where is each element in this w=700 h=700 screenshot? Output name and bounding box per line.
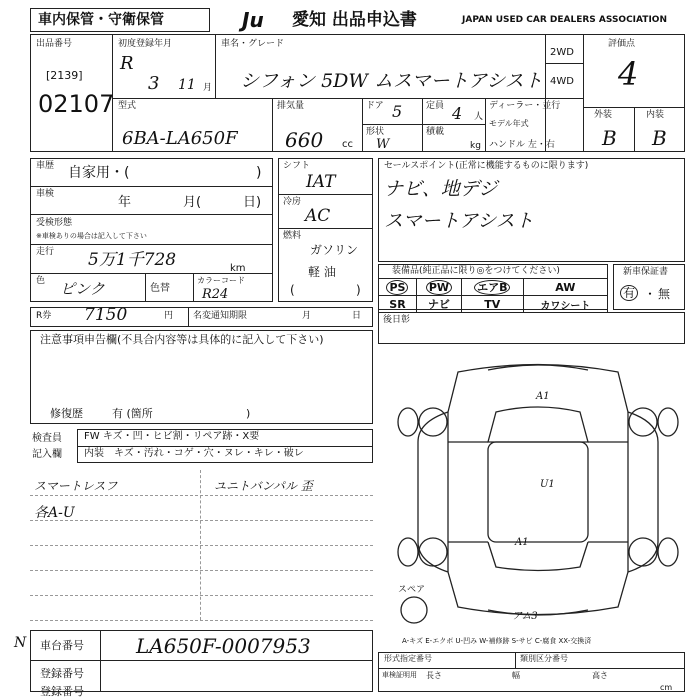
mileage-label: 走行 (36, 247, 55, 257)
inspector-row2-label: 内装 (84, 448, 104, 459)
inspection-year: 年 (118, 195, 132, 210)
diagram-bottom-label: アム3 (512, 611, 538, 622)
seats-label: 定員 (426, 101, 445, 111)
diagram-mark-2: A1 (515, 537, 529, 548)
registration-number-label: 登録番号 (40, 667, 84, 680)
history-label: 車歴 (36, 161, 55, 171)
inspector-note-2: ユニトバンパル 歪 (214, 479, 313, 493)
model-grade-value: シフォン 5DW ムスマートアシスト (240, 70, 543, 92)
inspector-label-2: 記入欄 (32, 449, 62, 460)
equip-kawa-seat: カワシート (523, 296, 607, 313)
chassis-side-mark: N (14, 635, 27, 651)
ju-logo: Ju (242, 8, 264, 32)
inspector-note-3: 各A-U (34, 505, 75, 521)
mileage-value: 5万1千728 (88, 250, 177, 270)
registration-label: 初度登録年月 (118, 39, 173, 49)
load-unit: kg (470, 141, 481, 151)
length-label: 長さ (426, 671, 442, 680)
lot-label: 出品番号 (36, 39, 73, 49)
lower-label: 登録番号 (40, 685, 84, 698)
load-label: 積載 (426, 127, 445, 137)
fuel-paren-close: ) (356, 283, 361, 297)
displacement-unit: cc (342, 139, 353, 150)
interior-label: 内装 (646, 110, 665, 120)
name-change-month: 月 (302, 311, 312, 321)
inspector-label-1: 検査員 (32, 433, 62, 444)
fuel-paren-open: ( (290, 283, 295, 297)
equip-navi: ナビ (416, 296, 461, 313)
repair-value: 有 (箇所 (112, 407, 153, 420)
storage-label: 車内保管・守衛保管 (38, 12, 164, 28)
recycle-unit: 円 (164, 311, 174, 321)
registration-month: 11 (178, 77, 196, 93)
history-value: 自家用・( (68, 165, 130, 181)
shift-value: IAT (306, 172, 336, 192)
doors-label: ドア (366, 101, 384, 111)
color-label: 色 (36, 276, 46, 286)
color-change-label: 色替 (150, 283, 170, 294)
selling-points-line1: ナビ、地デジ (384, 178, 498, 200)
color-code-value: R24 (202, 287, 229, 302)
rating-value: 4 (618, 55, 639, 93)
rating-label: 評価点 (608, 39, 636, 49)
cooling-label: 冷房 (283, 197, 302, 207)
repair-label: 修復歴 (50, 407, 83, 420)
warranty-label: 新車保証書 (623, 267, 669, 277)
inspection-day: 日) (243, 195, 262, 210)
fuel-value: ガソリン (310, 243, 359, 257)
fuel-label: 燃料 (283, 231, 302, 241)
diagram-mark-1: A1 (536, 391, 550, 402)
repair-close: ) (246, 407, 251, 420)
drive-2wd: 2WD (550, 47, 574, 58)
inspection-label: 車検 (36, 189, 55, 199)
spare-label: スペア (398, 585, 426, 595)
name-change-label: 名変通知期限 (193, 311, 248, 321)
dealer-label: ディーラー・並行 (489, 101, 561, 111)
model-code-label: 型式 (118, 101, 137, 111)
equipment-table (378, 278, 608, 313)
shift-label: シフト (283, 161, 311, 171)
selling-points-label: セールスポイント(正常に機能するものに限ります) (384, 161, 589, 171)
color-code-label: カラーコード (197, 276, 245, 285)
category-label: 類別区分番号 (520, 654, 568, 663)
equip-aw: AW (523, 279, 607, 296)
damage-legend: A-キズ E-エクボ U-凹み W-補修跡 S-サビ C-腐食 XX-交換済 (402, 637, 592, 645)
equip-pw: PW (416, 279, 461, 296)
warranty-yes: 有 (620, 287, 638, 299)
warranty-sep: ・ (644, 287, 657, 301)
cm-unit: cm (660, 683, 673, 692)
selling-points-line2: スマートアシスト (384, 210, 534, 232)
exterior-label: 外装 (594, 110, 613, 120)
model-year-label: モデル年式 (489, 119, 529, 128)
lot-sub-number: [2139] (46, 69, 83, 82)
reception-label: 受検形態 (36, 218, 73, 228)
association-name: JAPAN USED CAR DEALERS ASSOCIATION (462, 15, 667, 25)
diagram-mark-3: U1 (540, 479, 555, 490)
registration-era: R (120, 53, 134, 74)
rear-label: 後日彰 (383, 315, 411, 325)
seats-unit: 人 (474, 112, 484, 122)
designation-label: 形式指定番号 (384, 654, 432, 663)
shape-value: W (376, 137, 390, 152)
inspection-month: 月( (183, 195, 202, 210)
reception-note: ※車検ありの場合は記入して下さい (36, 232, 147, 240)
rear-box (378, 312, 685, 344)
chassis-label: 車台番号 (40, 639, 84, 652)
cert-label: 車検証明用 (382, 671, 417, 679)
name-change-day: 日 (352, 311, 362, 321)
equipment-label: 装備品(純正品に限り◎をつけてください) (392, 266, 560, 276)
history-close: ) (256, 165, 262, 181)
registration-month-unit: 月 (203, 83, 213, 93)
model-code-value: 6BA-LA650F (122, 128, 238, 149)
seats-value: 4 (452, 104, 463, 123)
equip-sr: SR (379, 296, 417, 313)
handle-label: ハンドル 左・右 (489, 140, 555, 150)
exterior-grade: B (602, 126, 617, 150)
recycle-label: R券 (36, 311, 52, 321)
lot-number: 02107 (38, 90, 115, 118)
interior-grade: B (652, 126, 667, 150)
width-label: 幅 (512, 671, 520, 680)
inspector-row2: キズ・汚れ・コゲ・穴・ヌレ・キレ・破レ (114, 448, 304, 459)
notes-label: 注意事項申告欄(不具合内容等は具体的に記入して下さい) (40, 333, 324, 346)
model-grade-label: 車名・グレード (221, 39, 285, 49)
inspector-note-1: スマートレスフ (34, 479, 118, 493)
mileage-unit: km (230, 263, 246, 274)
displacement-value: 660 (285, 128, 324, 152)
warranty-no: 無 (658, 287, 671, 301)
equip-tv: TV (461, 296, 523, 313)
drive-4wd: 4WD (550, 76, 574, 87)
displacement-label: 排気量 (277, 101, 305, 111)
color-value: ピンク (60, 280, 105, 298)
height-label: 高さ (592, 671, 608, 680)
chassis-value: LA650F-0007953 (136, 634, 311, 658)
shape-label: 形状 (366, 127, 385, 137)
equip-airbag: エアB (461, 279, 523, 296)
equip-ps: PS (379, 279, 417, 296)
fuel-alt: 軽 油 (308, 265, 336, 279)
doors-value: 5 (392, 102, 403, 121)
cooling-value: AC (305, 206, 331, 226)
inspector-row1: FW キズ・凹・ヒビ割・リペア跡・X要 (84, 431, 260, 442)
form-title: 愛知 出品申込書 (292, 10, 417, 30)
registration-year: 3 (148, 73, 160, 94)
recycle-value: 7150 (84, 305, 128, 325)
